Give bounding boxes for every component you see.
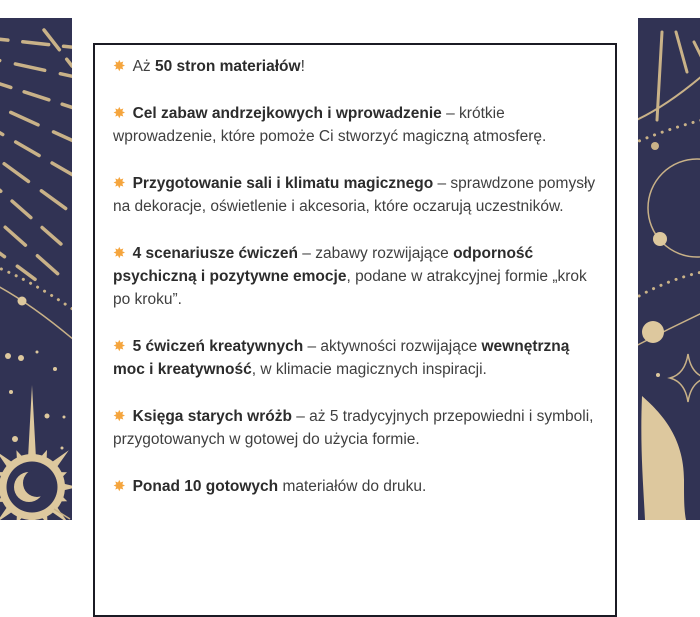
crescent-moon-icon [641,396,686,520]
left-celestial-panel [0,18,72,520]
orbit-arcs-icon [0,266,72,340]
orbit-arcs-icon [638,76,700,349]
star-bullet-icon: ✸ [113,175,126,192]
list-item: ✸ Cel zabaw andrzejkowych i wprowadzenie – krótkie wprowadzenie, które pomoże Ci stworzyć magiczną atmosferę. [113,105,547,145]
sparkle-star-icon [670,354,700,402]
star-bullet-icon: ✸ [113,58,126,75]
star-bullet-icon: ✸ [113,245,126,262]
left-celestial-art [0,18,72,520]
star-bullet-icon: ✸ [113,105,126,122]
list-item: ✸ Przygotowanie sali i klimatu magicznego – sprawdzone pomysły na dekoracje, oświetlenie i akcesoria, które oczarują uczestników. [113,175,596,215]
sunburst-rays-icon [0,30,72,280]
content-card [93,43,617,617]
star-bullet-icon: ✸ [113,338,126,355]
star-bullet-icon: ✸ [113,408,126,425]
right-celestial-panel [638,18,700,520]
feature-list [113,55,597,498]
sun-crescent-icon [0,385,72,520]
list-item: ✸ Księga starych wróżb – aż 5 tradycyjnych przepowiedni i symboli, przygotowanych w gotowej do użycia formie. [113,408,594,448]
list-item: ✸ 5 ćwiczeń kreatywnych – aktywności rozwijające wewnętrzną moc i kreatywność, w klimacie magicznych inspiracji. [113,338,570,378]
list-item: ✸ Aż 50 stron materiałów! [113,58,305,75]
list-item: ✸ Ponad 10 gotowych materiałów do druku. [113,478,427,495]
right-celestial-art [638,18,700,520]
list-item: ✸ 4 scenariusze ćwiczeń – zabawy rozwijające odporność psychiczną i pozytywne emocje, podane w atrakcyjnej formie „krok po kroku”. [113,245,587,308]
star-bullet-icon: ✸ [113,478,126,495]
sunburst-rays-icon [657,32,700,120]
star-dot-icon [656,373,660,377]
